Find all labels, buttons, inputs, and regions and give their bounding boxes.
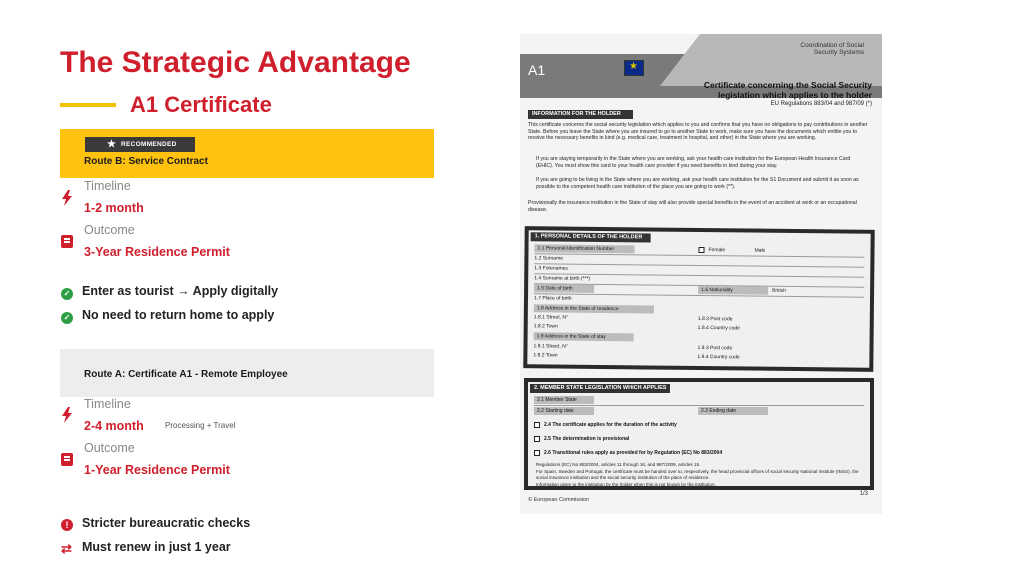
footnote-1: Regulations (EC) No 883/2004, articles 11 through 16, and 987/2009, articles 15.: [536, 462, 701, 467]
info-heading: INFORMATION FOR THE HOLDER: [528, 110, 633, 119]
s1-row: 1.9.2 Town: [533, 352, 558, 359]
route-b-label: Route B: Service Contract: [84, 156, 208, 167]
s1-row: 1.8 Address in the State of residence: [534, 304, 654, 313]
route-a-timeline-value: 2-4 month: [84, 419, 144, 433]
alert-circle-icon: !: [61, 519, 73, 531]
passport-icon: [61, 453, 73, 466]
lightning-icon: [60, 190, 74, 204]
eu-flag-icon: [624, 60, 644, 76]
field-line: [534, 263, 864, 267]
info-text: This certificate concerns the social security legislation which applies to you and confirms that you have no obligations to pay contributions in another State. Before you leave the State where you are insured to go to another State to work, make sure you have the documents which entitle you to receive the necessary benefits in kind (e.g. medical care, treatment in hospital, and other) in the State where you are working.: [528, 122, 868, 142]
recommended-badge-label: RECOMMENDED: [121, 141, 177, 148]
route-a-drawback-1: Stricter bureaucratic checks: [82, 516, 251, 530]
s2-row: 2.1 Member State: [534, 396, 594, 404]
s1-row: 1.9.1 Street, N°: [533, 343, 568, 350]
slide-subtitle: A1 Certificate: [130, 92, 272, 117]
s2-checkbox: [534, 450, 540, 456]
nationality-label: 1.6 Nationality: [698, 286, 768, 295]
s2-checkbox: [534, 422, 540, 428]
route-b-outcome-value: 3-Year Residence Permit: [84, 245, 230, 259]
info-bullet-2: If you are going to be living in the State where you are working, ask your health care institution for the S1 Document and submit it as soon as possible to the competent health care institution of the place you are going to work (**).: [536, 177, 859, 190]
field-line: [534, 253, 864, 257]
s1-row: 1.8.1 Street, N°: [533, 314, 569, 321]
s2-checkbox: [534, 436, 540, 442]
star-icon: ★: [107, 139, 117, 150]
post-code-2: 1.9.3 Post code: [697, 344, 733, 352]
route-a-drawback-2: Must renew in just 1 year: [82, 540, 231, 554]
s2-check-label: 2.5 The determination is provisional: [544, 436, 630, 442]
lightning-icon: [60, 407, 74, 421]
s1-row: 1.8.2 Town: [533, 323, 558, 330]
document-form-code: A1: [528, 62, 546, 78]
s1-row: 1.2 Surname: [534, 255, 564, 262]
s1-row: 1.7 Place of birth: [533, 295, 572, 302]
s1-row: 1.5 Date of birth: [534, 284, 594, 293]
route-a-timeline-note: Processing + Travel: [165, 421, 236, 430]
document-title: Certificate concerning the Social Security legislation which applies to the holder: [703, 80, 872, 100]
female-label: Female: [708, 247, 726, 254]
route-b-header: [60, 129, 434, 178]
passport-icon: [61, 235, 73, 248]
document-coordination-text: Coordination of Social Security Systems: [800, 42, 864, 56]
female-checkbox: [698, 247, 704, 253]
ending-date-label: 2.3 Ending date: [698, 407, 768, 415]
s2-row: 2.2 Starting date: [534, 407, 594, 415]
recommended-badge: [85, 137, 195, 152]
route-a-timeline-label: Timeline: [84, 397, 131, 411]
s1-row: 1.1 Personal Identification Number: [534, 244, 634, 253]
check-circle-icon: ✓: [61, 312, 73, 324]
route-a-outcome-value: 1-Year Residence Permit: [84, 463, 230, 477]
s2-check-label: 2.6 Transitional rules apply as provided for by Regulation (EC) No 883/2004: [544, 450, 723, 456]
route-a-outcome-label: Outcome: [84, 441, 135, 455]
footnote-2: For Spain, Sweden and Portugal, the certificate must be handed over to, respectively, the head provincial offices of social security National Institute (INSS), the social insurance institution and the social security institution of the place of residence.: [536, 469, 859, 480]
section-2-heading: 2. MEMBER STATE LEGISLATION WHICH APPLIES: [530, 384, 670, 393]
nationality-value: British: [772, 287, 787, 294]
document-regulation: EU Regulations 883/04 and 987/09 (*): [770, 101, 872, 107]
info-bullet-1: If you are staying temporarily in the State where you are working, ask your health care institution for the European Health Insurance Card (EHIC). You must show this card to your health care provider if you need benefits in kind during your stay.: [536, 156, 851, 169]
country-code-2: 1.9.4 Country code: [697, 353, 740, 361]
personal-details-section: [523, 226, 874, 372]
post-code-1: 1.8.3 Post code: [697, 315, 733, 323]
footnote-3: Information given to the institution by the holder when this is not known by the institution.: [536, 482, 716, 487]
section-1-heading: 1. PERSONAL DETAILS OF THE HOLDER: [531, 232, 651, 242]
document-page-number: 1/3: [859, 491, 868, 497]
slide-title: The Strategic Advantage: [60, 46, 411, 79]
route-a-header: [60, 349, 434, 397]
renew-arrows-icon: ⇄: [61, 541, 72, 556]
info-tail: Provisionally the insurance institution in the State of stay will also provide special benefits in the event of an accident at work or an occupational disease.: [528, 200, 857, 213]
s2-check-label: 2.4 The certificate applies for the duration of the activity: [544, 422, 677, 428]
check-circle-icon: ✓: [61, 288, 73, 300]
route-b-timeline-value: 1-2 month: [84, 201, 144, 215]
s1-row: 1.4 Surname at birth (***): [534, 275, 591, 282]
route-a-label: Route A: Certificate A1 - Remote Employee: [84, 369, 288, 380]
route-b-outcome-label: Outcome: [84, 223, 135, 237]
field-line: [534, 405, 864, 406]
country-code-1: 1.8.4 Country code: [697, 324, 740, 332]
route-b-benefit-1: Enter as tourist → Apply digitally: [82, 284, 279, 298]
s1-row: 1.3 Forenames: [534, 265, 568, 272]
title-accent-line: [60, 103, 116, 107]
s1-row: 1.9 Address in the State of stay: [534, 332, 634, 341]
route-b-timeline-label: Timeline: [84, 179, 131, 193]
document-publisher: © European Commission: [528, 497, 590, 503]
a1-certificate-document-image: [520, 34, 882, 514]
route-b-benefit-2: No need to return home to apply: [82, 308, 275, 322]
male-label: Male: [754, 247, 766, 254]
